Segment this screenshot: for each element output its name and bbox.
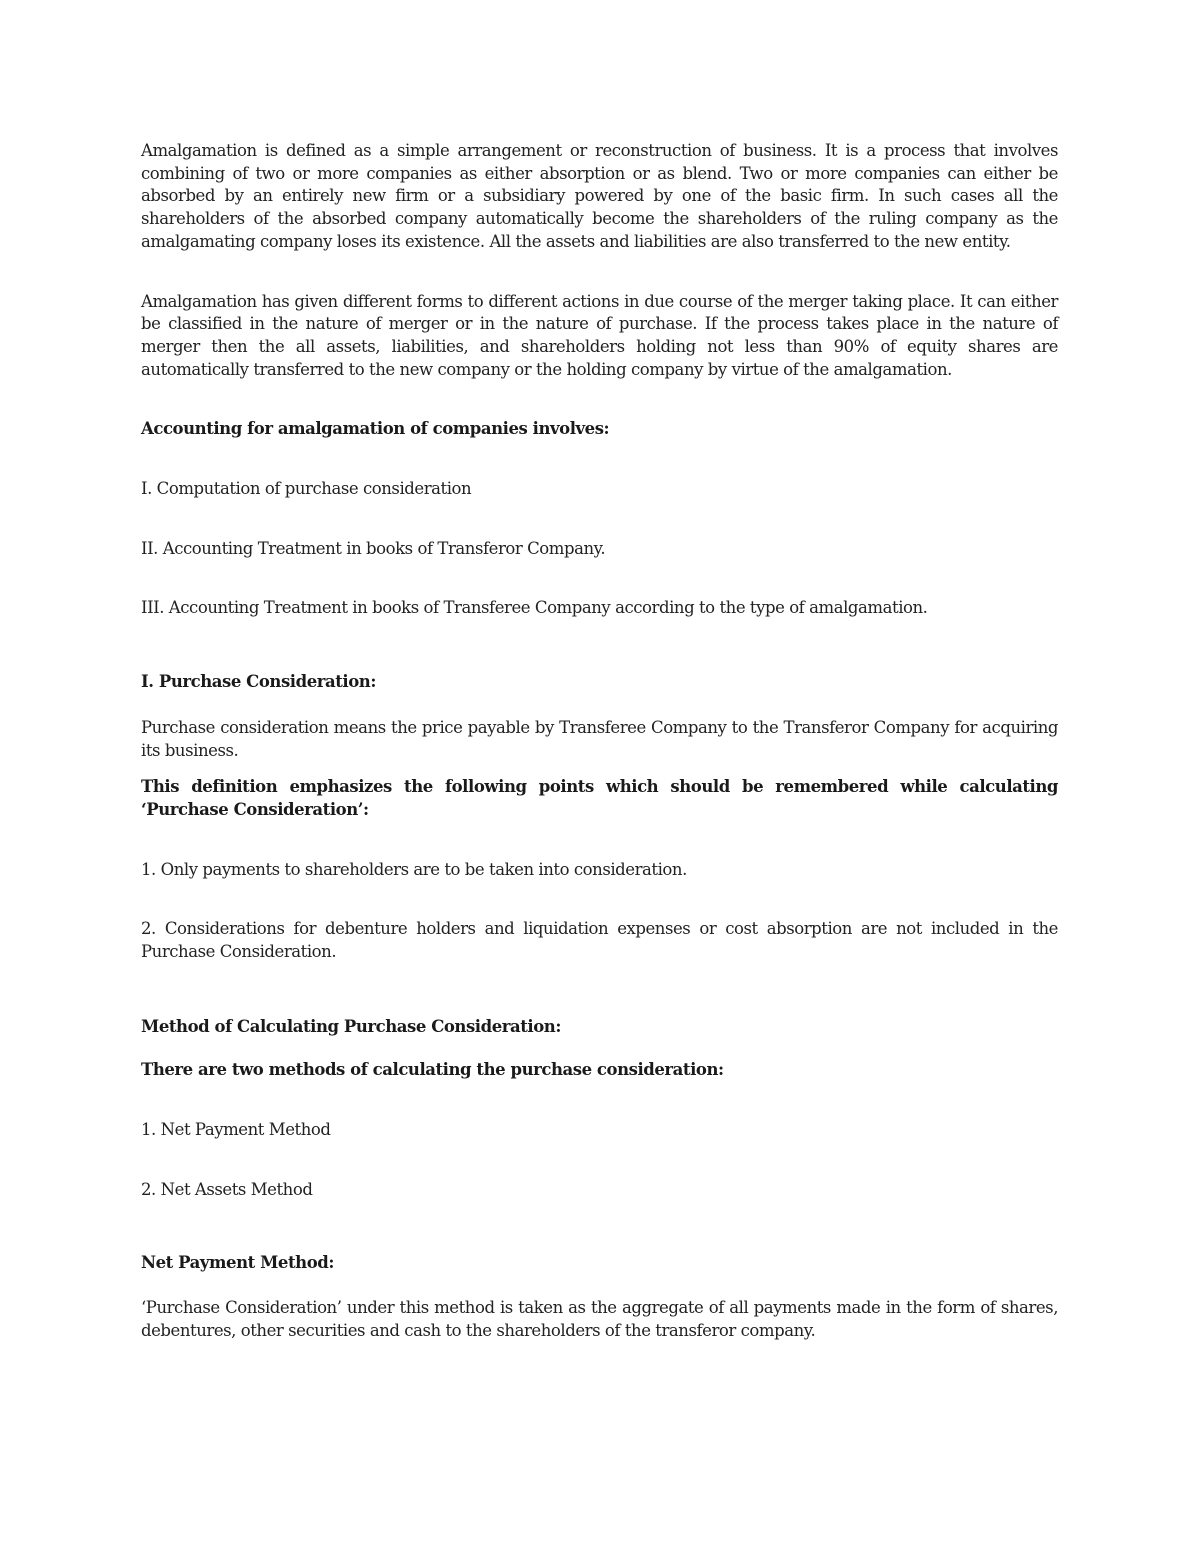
net-payment-heading: Net Payment Method: xyxy=(141,1252,334,1272)
forms-paragraph: Amalgamation has given different forms to different actions in due course of the merger taking place. It can either be classified in the nature of merger or in the nature of purchase. If the process takes place in the nature of merger then the all assets, liabilities, and shareholders holding not less than 90% of equity shares are automatically transferred to the new company or the holding company by virtue of the amalgamation. xyxy=(141,291,1058,379)
list-item: 1. Only payments to shareholders are to be taken into consideration. xyxy=(141,859,687,879)
accounting-heading: Accounting for amalgamation of companies involves: xyxy=(141,419,610,439)
list-item: 1. Net Payment Method xyxy=(141,1120,331,1140)
purchase-definition-paragraph: Purchase consideration means the price payable by Transferee Company to the Transferor Company for acquiring its business. xyxy=(141,717,1058,760)
two-methods-heading: There are two methods of calculating the purchase consideration: xyxy=(141,1060,724,1080)
net-payment-paragraph: ‘Purchase Consideration’ under this method is taken as the aggregate of all payments made in the form of shares, debentures, other securities and cash to the shareholders of the transferor company. xyxy=(141,1298,1058,1340)
purchase-consideration-heading: I. Purchase Consideration: xyxy=(141,672,376,692)
list-item: I. Computation of purchase consideration xyxy=(141,479,472,499)
list-item: II. Accounting Treatment in books of Transferor Company. xyxy=(141,538,606,558)
list-item: III. Accounting Treatment in books of Transferee Company according to the type of amalgamation. xyxy=(141,598,928,618)
intro-paragraph: Amalgamation is defined as a simple arrangement or reconstruction of business. It is a process that involves combining of two or more companies as either absorption or as blend. Two or more companies can either be absorbed by an entirely new firm or a subsidiary powered by one of the basic firm. In such cases all the shareholders of the absorbed company automatically become the shareholders of the ruling company as the amalgamating company loses its existence. All the assets and liabilities are also transferred to the new entity. xyxy=(141,141,1058,251)
list-item: 2. Net Assets Method xyxy=(141,1179,313,1199)
definition-points-heading: This definition emphasizes the following points which should be remembered while calculating ‘Purchase Consideration’: xyxy=(141,777,1058,819)
document-page xyxy=(141,140,1058,1343)
method-heading: Method of Calculating Purchase Consideration: xyxy=(141,1016,561,1036)
list-item: 2. Considerations for debenture holders and liquidation expenses or cost absorption are not included in the Purchase Consideration. xyxy=(141,919,1058,962)
